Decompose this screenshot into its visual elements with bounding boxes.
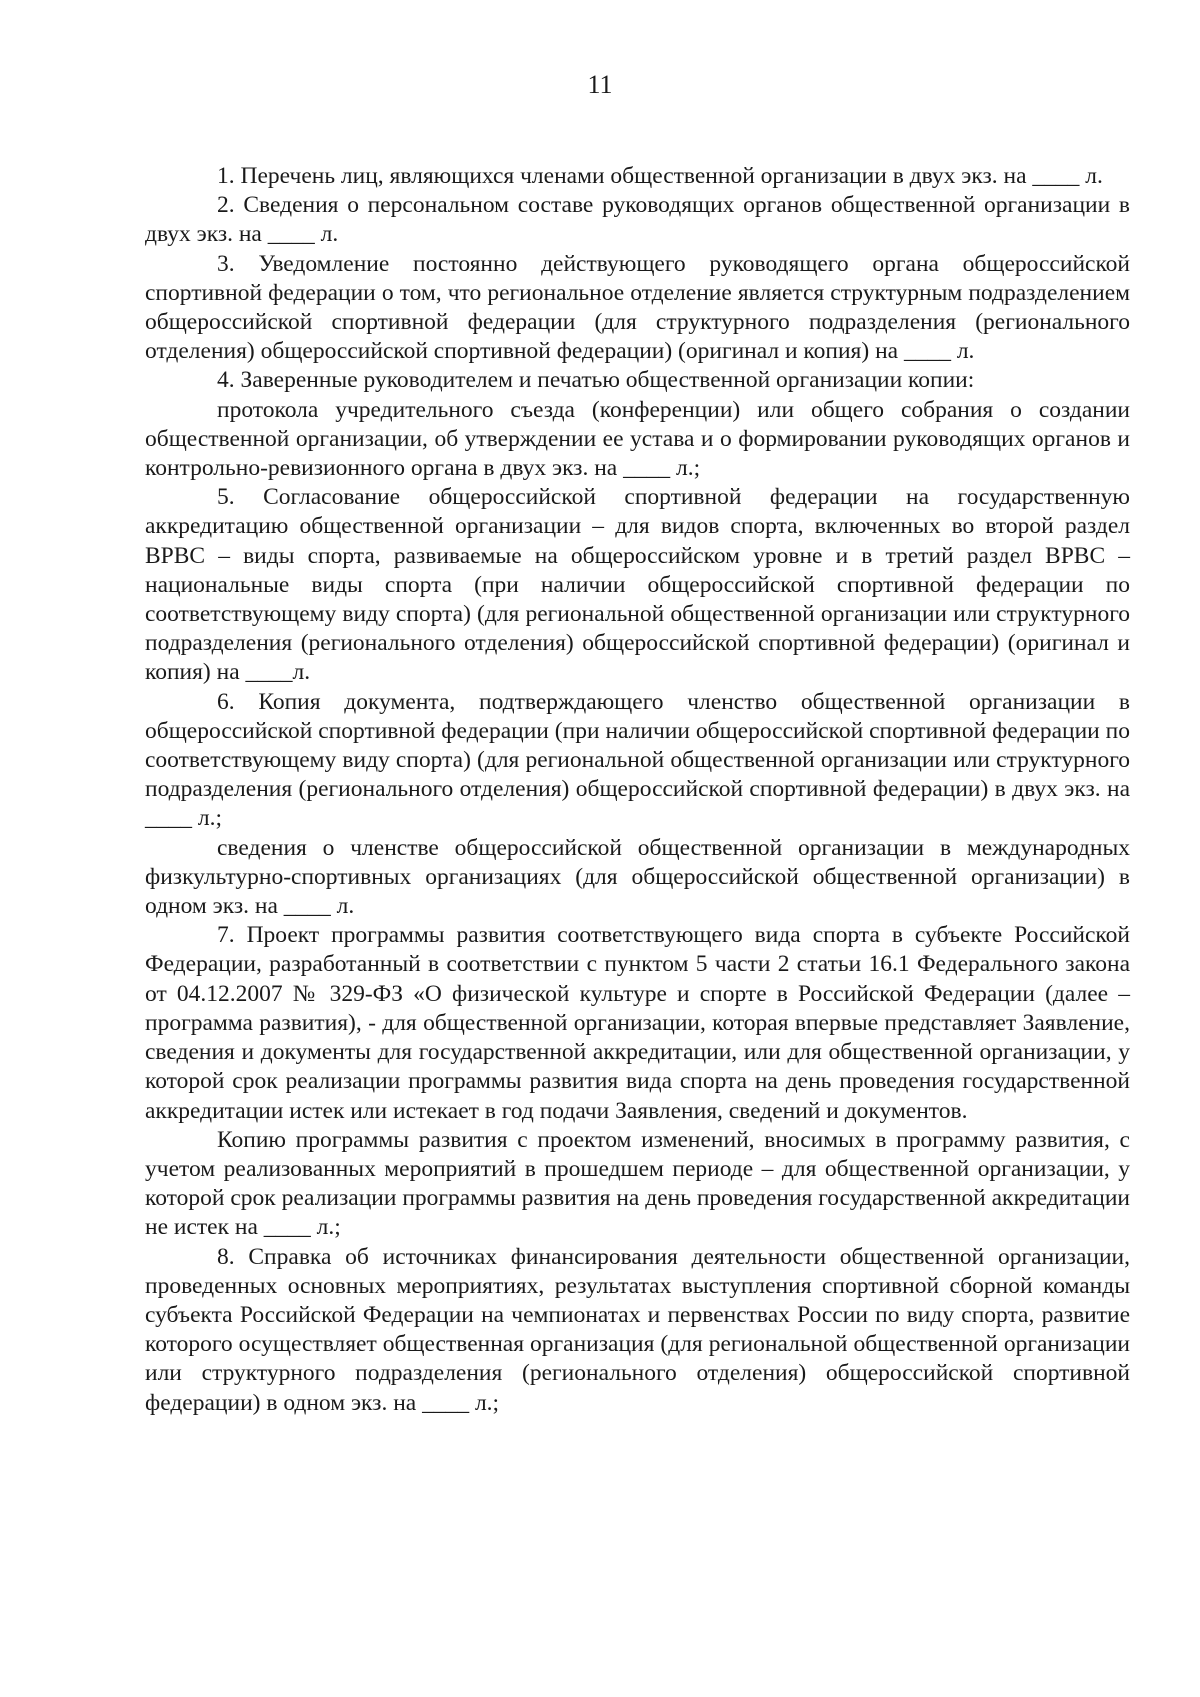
list-item-8: 8. Справка об источниках финансирования деятельности общественной организации, проведенных основных мероприятиях, результатах выступления спортивной сборной команды субъекта Российской Федерации на чемпионатах и первенствах России по виду спорта, развитие которого осуществляет общественная организация (для региональной общественной организации или структурного подразделения (регионального отделения) общероссийской спортивной федерации) в одном экз. на ____ л.;: [145, 1243, 1130, 1416]
document-body: [145, 162, 1130, 1418]
list-item-4: 4. Заверенные руководителем и печатью общественной организации копии:: [217, 367, 975, 394]
list-item-3: 3. Уведомление постоянно действующего руководящего органа общероссийской спортивной федерации о том, что региональное отделение является структурным подразделением общероссийской спортивной федерации (для структурного подразделения (регионального отделения) общероссийской спортивной федерации) (оригинал и копия) на ____ л.: [145, 250, 1130, 365]
list-item-2: 2. Сведения о персональном составе руководящих органов общественной организации в двух экз. на ____ л.: [145, 192, 1130, 248]
list-item-4-protocol: протокола учредительного съезда (конференции) или общего собрания о создании общественной организации, об утверждении ее устава и о формировании руководящих органов и контрольно-ревизионного органа в двух экз. на ____ л.;: [145, 396, 1130, 482]
list-item-6-membership: сведения о членстве общероссийской общественной организации в международных физкультурно-спортивных организациях (для общероссийской общественной организации) в одном экз. на ____ л.: [145, 834, 1130, 920]
list-item-6: 6. Копия документа, подтверждающего членство общественной организации в общероссийской спортивной федерации (при наличии общероссийской спортивной федерации по соответствующему виду спорта) (для региональной общественной организации или структурного подразделения (регионального отделения) общероссийской спортивной федерации) в двух экз. на ____ л.;: [145, 688, 1130, 832]
list-item-5: 5. Согласование общероссийской спортивной федерации на государственную аккредитацию общественной организации – для видов спорта, включенных во второй раздел ВРВС – виды спорта, развиваемые на общероссийском уровне и в третий раздел ВРВС – национальные виды спорта (при наличии общероссийской спортивной федерации по соответствующему виду спорта) (для региональной общественной организации или структурного подразделения (регионального отделения) общероссийской спортивной федерации) (оригинал и копия) на ____л.: [145, 484, 1130, 686]
list-item-7: 7. Проект программы развития соответствующего вида спорта в субъекте Российской Федерации, разработанный в соответствии с пунктом 5 части 2 статьи 16.1 Федерального закона от 04.12.2007 № 329-ФЗ «О физической культуре и спорте в Российской Федерации (далее – программа развития), - для общественной организации, которая впервые представляет Заявление, сведения и документы для государственной аккредитации, или для общественной организации, у которой срок реализации программы развития вида спорта на день проведения государственной аккредитации истек или истекает в год подачи Заявления, сведений и документов.: [145, 922, 1130, 1124]
list-item-1: 1. Перечень лиц, являющихся членами общественной организации в двух экз. на ____ л.: [217, 163, 1103, 189]
list-item-7-copy: Копию программы развития с проектом изменений, вносимых в программу развития, с учетом реализованных мероприятий в прошедшем периоде – для общественной организации, у которой срок реализации программы развития на день проведения государственной аккредитации не истек на ____ л.;: [145, 1126, 1130, 1241]
page-number: 11: [587, 70, 613, 99]
